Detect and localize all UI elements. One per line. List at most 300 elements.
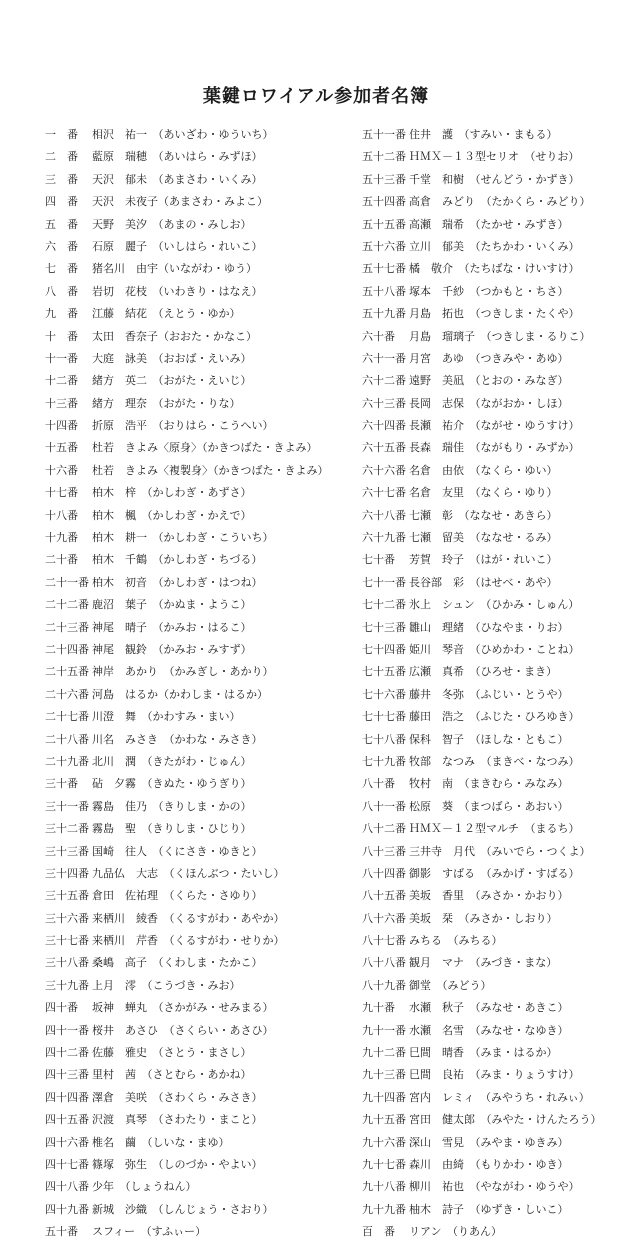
participant-name: スフィー （すふぃー） [92, 1225, 207, 1239]
participant-name: 倉田 佐祐理 （くらた・さゆり） [92, 889, 263, 903]
participant-number: 七十九番 [362, 754, 406, 768]
participant-number: 三十一番 [45, 799, 89, 813]
participant-name: 天野 美汐 （あまの・みしお） [92, 217, 252, 231]
participant-row [362, 952, 627, 974]
participant-row [45, 572, 345, 594]
participant-number: 五十番 [45, 1225, 78, 1239]
participant-name: 相沢 祐一 （あいざわ・ゆういち） [92, 128, 274, 141]
participant-row [362, 818, 627, 840]
participant-name: 宮内 レミィ （みやうち・れみぃ） [409, 1090, 590, 1104]
participant-row [362, 572, 627, 594]
participant-row [45, 661, 345, 683]
participant-number: 八十七番 [362, 934, 406, 948]
participant-name: 緒方 英二 （おがた・えいじ） [92, 374, 252, 388]
participant-row [45, 952, 345, 974]
participant-row [362, 460, 627, 482]
participant-name: 氷上 シュン （ひかみ・しゅん） [409, 598, 580, 612]
participant-name: 七瀬 彰 （ななせ・あきら） [409, 508, 558, 522]
participant-name: 長谷部 彩 （はせべ・あや） [409, 575, 558, 589]
participant-number: 八十三番 [362, 844, 406, 858]
participant-row [45, 1064, 345, 1086]
participant-number: 四十三番 [45, 1068, 89, 1082]
participant-number: 八十五番 [362, 889, 406, 903]
participant-row [362, 169, 627, 191]
participant-name: 川名 みさき （かわな・みさき） [92, 732, 263, 746]
participant-name: 太田 香奈子（おおた・かなこ） [92, 329, 257, 343]
participant-name: 巳間 良祐 （みま・りょうすけ） [409, 1068, 580, 1082]
participant-name: 雛山 理緒 （ひなやま・りお） [409, 620, 569, 634]
participant-number: 六十一番 [362, 351, 406, 365]
participant-number: 八十八番 [362, 956, 406, 970]
participant-row [362, 908, 627, 930]
participant-name: 長森 瑞佳 （ながもり・みずか） [409, 441, 580, 455]
participant-row [45, 594, 345, 616]
participant-number: 七十六番 [362, 687, 406, 701]
participant-name: 佐藤 雅史 （さとう・まさし） [92, 1046, 252, 1060]
participant-number: 三十番 [45, 777, 78, 791]
participant-name: 柏木 耕一 （かしわぎ・こういち） [92, 531, 274, 545]
participant-number: 四十四番 [45, 1090, 89, 1104]
participant-row [362, 214, 627, 236]
participant-name: 宮田 健太郎 （みやた・けんたろう） [409, 1113, 602, 1127]
participant-row [362, 997, 627, 1019]
participant-number: 六十番 [362, 329, 395, 343]
participant-number: 七十五番 [362, 665, 406, 679]
participant-row [45, 729, 345, 751]
participant-row [45, 796, 345, 818]
participant-list-left [45, 124, 345, 1244]
participant-name: 砧 夕霧 （きぬた・ゆうぎり） [92, 777, 252, 791]
participant-row [45, 281, 345, 303]
participant-name: 柏木 楓 （かしわぎ・かえで） [92, 508, 252, 522]
participant-number: 六十二番 [362, 374, 406, 388]
participant-name: 少年 （しょうねん） [92, 1180, 197, 1194]
participant-number: 十五番 [45, 441, 78, 455]
participant-row [362, 191, 627, 213]
participant-number: 十一番 [45, 351, 78, 365]
participant-row [45, 1154, 345, 1176]
participant-name: 月宮 あゆ （つきみや・あゆ） [409, 351, 569, 365]
participant-name: 杜若 きよみ〈原身〉（かきつばた・きよみ） [92, 441, 318, 455]
participant-row [362, 303, 627, 325]
participant-number: 七 番 [45, 262, 78, 276]
participant-number: 九十二番 [362, 1046, 406, 1060]
participant-name: 長岡 志保 （ながおか・しほ） [409, 396, 569, 410]
participant-name: 澤倉 美咲 （さわくら・みさき） [92, 1090, 263, 1104]
participant-name: 鹿沼 葉子 （かぬま・ようこ） [92, 598, 252, 612]
participant-row [45, 303, 345, 325]
participant-row [45, 169, 345, 191]
participant-row [362, 773, 627, 795]
participant-row [362, 1087, 627, 1109]
participant-number: 五十五番 [362, 217, 406, 231]
participant-row [362, 505, 627, 527]
participant-number: 三 番 [45, 172, 78, 186]
participant-number: 四十八番 [45, 1180, 89, 1194]
participant-number: 二十二番 [45, 598, 89, 612]
participant-name: リアン （りあん） [409, 1225, 503, 1239]
participant-name: 柳川 祐也 （やながわ・ゆうや） [409, 1180, 580, 1194]
participant-name: 緒方 理奈 （おがた・りな） [92, 396, 241, 410]
participant-name: 神岸 あかり （かみぎし・あかり） [92, 665, 274, 679]
participant-number: 五十三番 [362, 172, 406, 186]
participant-row [362, 684, 627, 706]
participant-row [45, 460, 345, 482]
participant-row [362, 348, 627, 370]
participant-name: 七瀬 留美 （ななせ・るみ） [409, 531, 558, 545]
participant-name: 柏木 梓 （かしわぎ・あずさ） [92, 486, 252, 500]
participant-row [45, 437, 345, 459]
participant-number: 三十七番 [45, 934, 89, 948]
participant-row [362, 706, 627, 728]
participant-number: 十六番 [45, 463, 78, 477]
participant-name: 折原 浩平 （おりはら・こうへい） [92, 419, 274, 433]
participant-number: 四十九番 [45, 1202, 89, 1216]
participant-row [362, 124, 627, 146]
participant-row [362, 841, 627, 863]
participant-row [362, 1020, 627, 1042]
participant-row [362, 393, 627, 415]
participant-row [362, 617, 627, 639]
participant-row [362, 415, 627, 437]
participant-name: 森川 由綺 （もりかわ・ゆき） [409, 1157, 569, 1171]
participant-row [45, 1199, 345, 1221]
participant-number: 九十一番 [362, 1023, 406, 1037]
participant-number: 三十二番 [45, 822, 89, 836]
participant-name: 広瀬 真希 （ひろせ・まき） [409, 665, 558, 679]
participant-row [45, 482, 345, 504]
participant-row [362, 258, 627, 280]
participant-name: 上月 澪 （こうづき・みお） [92, 978, 241, 992]
participant-row [45, 1176, 345, 1198]
participant-row [362, 236, 627, 258]
participant-number: 四 番 [45, 195, 78, 209]
participant-number: 六十七番 [362, 486, 406, 500]
participant-number: 五十九番 [362, 307, 406, 321]
participant-name: 名倉 由依 （なくら・ゆい） [409, 463, 558, 477]
participant-number: 八十番 [362, 777, 395, 791]
participant-name: 巳間 晴香 （みま・はるか） [409, 1046, 558, 1060]
participant-name: 長瀬 祐介 （ながせ・ゆうすけ） [409, 419, 580, 433]
document-title: 葉鍵ロワイアル参加者名簿 [202, 86, 430, 107]
participant-name: ＨＭＸ－１２型マルチ （まるち） [409, 822, 580, 836]
participant-name: 藍原 瑞穂 （あいはら・みずほ） [92, 150, 263, 164]
participant-row [362, 146, 627, 168]
participant-row [45, 1109, 345, 1131]
participant-number: 九 番 [45, 307, 78, 321]
participant-number: 六十五番 [362, 441, 406, 455]
participant-name: 新城 沙織 （しんじょう・さおり） [92, 1202, 274, 1216]
participant-number: 十三番 [45, 396, 78, 410]
participant-row [45, 326, 345, 348]
participant-number: 二十番 [45, 553, 78, 567]
participant-number: 四十二番 [45, 1046, 89, 1060]
participant-row [362, 281, 627, 303]
participant-row [362, 975, 627, 997]
participant-number: 六 番 [45, 239, 78, 253]
participant-name: 観月 マナ （みづき・まな） [409, 956, 558, 970]
participant-name: 深山 雪見 （みやま・ゆきみ） [409, 1135, 569, 1149]
participant-number: 五 番 [45, 217, 78, 231]
participant-name: 美坂 香里 （みさか・かおり） [409, 889, 569, 903]
participant-number: 十二番 [45, 374, 78, 388]
participant-row [45, 997, 345, 1019]
participant-row [362, 326, 627, 348]
participant-number: 十 番 [45, 329, 78, 343]
participant-number: 三十五番 [45, 889, 89, 903]
participant-number: 六十三番 [362, 396, 406, 410]
participant-name: 桜井 あさひ （さくらい・あさひ） [92, 1023, 274, 1037]
participant-name: 霧島 聖 （きりしま・ひじり） [92, 822, 252, 836]
participant-number: 五十七番 [362, 262, 406, 276]
participant-row [45, 370, 345, 392]
participant-number: 十八番 [45, 508, 78, 522]
participant-row [362, 751, 627, 773]
participant-name: 保科 智子 （ほしな・ともこ） [409, 732, 569, 746]
participant-name: 水瀬 秋子 （みなせ・あきこ） [409, 1001, 569, 1015]
participant-name: 天沢 郁未 （あまさわ・いくみ） [92, 172, 263, 186]
participant-number: 二十七番 [45, 710, 89, 724]
participant-name: 名倉 友里 （なくら・ゆり） [409, 486, 558, 500]
participant-name: 神尾 観鈴 （かみお・みすず） [92, 642, 252, 656]
participant-number: 二十一番 [45, 575, 89, 589]
participant-name: 牧部 なつみ （まきべ・なつみ） [409, 754, 580, 768]
participant-row [45, 549, 345, 571]
participant-row [45, 146, 345, 168]
participant-name: 千堂 和樹 （せんどう・かずき） [409, 172, 580, 186]
participant-row [45, 639, 345, 661]
participant-name: 神尾 晴子 （かみお・はるこ） [92, 620, 252, 634]
participant-number: 九十六番 [362, 1135, 406, 1149]
participant-number: 二十八番 [45, 732, 89, 746]
participant-name: 住井 護 （すみい・まもる） [409, 128, 558, 141]
participant-number: 四十七番 [45, 1157, 89, 1171]
participant-row [362, 639, 627, 661]
participant-row [362, 661, 627, 683]
participant-number: 四十六番 [45, 1135, 89, 1149]
participant-number: 三十四番 [45, 866, 89, 880]
participant-number: 二十六番 [45, 687, 89, 701]
participant-name: 高倉 みどり （たかくら・みどり） [409, 195, 591, 209]
participant-row [45, 885, 345, 907]
participant-number: 三十八番 [45, 956, 89, 970]
participant-number: 三十六番 [45, 911, 89, 925]
participant-row [362, 729, 627, 751]
participant-name: 来栖川 綾香 （くるすがわ・あやか） [92, 911, 285, 925]
participant-name: 月島 瑠璃子 （つきしま・るりこ） [409, 329, 591, 343]
participant-name: 桑嶋 高子 （くわしま・たかこ） [92, 956, 263, 970]
participant-name: 月島 拓也 （つきしま・たくや） [409, 307, 580, 321]
participant-row [45, 1042, 345, 1064]
participant-name: 芳賀 玲子 （はが・れいこ） [409, 553, 558, 567]
participant-name: 高瀬 瑞希 （たかせ・みずき） [409, 217, 569, 231]
participant-row [362, 1221, 627, 1243]
participant-number: 九十七番 [362, 1157, 406, 1171]
participant-number: 八 番 [45, 284, 78, 298]
participant-row [45, 930, 345, 952]
participant-name: 猪名川 由宇（いながわ・ゆう） [92, 262, 257, 276]
participant-number: 四十五番 [45, 1113, 89, 1127]
participant-number: 八十一番 [362, 799, 406, 813]
participant-number: 四十番 [45, 1001, 78, 1015]
participant-row [362, 1132, 627, 1154]
participant-name: 牧村 南 （まきむら・みなみ） [409, 777, 569, 791]
participant-name: 江藤 結花 （えとう・ゆか） [92, 307, 241, 321]
participant-name: 水瀬 名雪 （みなせ・なゆき） [409, 1023, 569, 1037]
participant-number: 九十八番 [362, 1180, 406, 1194]
participant-row [45, 236, 345, 258]
participant-number: 三十三番 [45, 844, 89, 858]
participant-number: 七十四番 [362, 642, 406, 656]
participant-row [45, 505, 345, 527]
participant-number: 七十八番 [362, 732, 406, 746]
participant-number: 八十六番 [362, 911, 406, 925]
participant-name: 松原 葵 （まつばら・あおい） [409, 799, 569, 813]
participant-number: 三十九番 [45, 978, 89, 992]
participant-name: 遠野 美凪 （とおの・みなぎ） [409, 374, 569, 388]
participant-number: 二十九番 [45, 754, 89, 768]
participant-row [362, 930, 627, 952]
participant-name: 坂神 蝉丸 （さかがみ・せみまる） [92, 1001, 274, 1015]
participant-name: 姫川 琴音 （ひめかわ・ことね） [409, 642, 580, 656]
participant-name: 九品仏 大志 （くほんぶつ・たいし） [92, 866, 285, 880]
participant-number: 六十六番 [362, 463, 406, 477]
participant-row [45, 348, 345, 370]
participant-row [362, 1154, 627, 1176]
participant-row [45, 773, 345, 795]
participant-row [45, 1020, 345, 1042]
participant-row [362, 594, 627, 616]
participant-number: 百 番 [362, 1225, 395, 1239]
participant-name: 国崎 往人 （くにさき・ゆきと） [92, 844, 263, 858]
participant-name: 橘 敬介 （たちばな・けいすけ） [409, 262, 580, 276]
participant-number: 九十三番 [362, 1068, 406, 1082]
participant-name: 三井寺 月代 （みいでら・つくよ） [409, 844, 591, 858]
participant-name: 岩切 花枝 （いわきり・はなえ） [92, 284, 263, 298]
participant-row [362, 370, 627, 392]
participant-number: 二 番 [45, 150, 78, 164]
participant-name: 川澄 舞 （かわすみ・まい） [92, 710, 241, 724]
participant-name: 椎名 繭 （しいな・まゆ） [92, 1135, 230, 1149]
participant-row [362, 885, 627, 907]
participant-row [45, 214, 345, 236]
participant-number: 九十番 [362, 1001, 395, 1015]
participant-row [45, 415, 345, 437]
participant-row [45, 393, 345, 415]
participant-name: 篠塚 弥生 （しのづか・やよい） [92, 1157, 263, 1171]
participant-number: 五十二番 [362, 150, 406, 164]
participant-row [45, 124, 345, 146]
participant-number: 六十四番 [362, 419, 406, 433]
participant-name: 里村 茜 （さとむら・あかね） [92, 1068, 252, 1082]
participant-row [45, 191, 345, 213]
participant-name: 北川 潤 （きたがわ・じゅん） [92, 754, 252, 768]
participant-name: 藤田 浩之 （ふじた・ひろゆき） [409, 710, 580, 724]
participant-number: 五十一番 [362, 128, 406, 141]
participant-name: 大庭 詠美 （おおば・えいみ） [92, 351, 252, 365]
participant-number: 八十四番 [362, 866, 406, 880]
participant-name: 天沢 未夜子（あまさわ・みよこ） [92, 195, 268, 209]
participant-name: 河島 はるか（かわしま・はるか） [92, 687, 268, 701]
participant-number: 七十三番 [362, 620, 406, 634]
participant-name: 塚本 千紗 （つかもと・ちさ） [409, 284, 569, 298]
participant-row [362, 863, 627, 885]
participant-number: 六十八番 [362, 508, 406, 522]
participant-number: 四十一番 [45, 1023, 89, 1037]
participant-row [45, 527, 345, 549]
participant-row [362, 1176, 627, 1198]
participant-name: 御影 すばる （みかげ・すばる） [409, 866, 580, 880]
participant-number: 九十四番 [362, 1090, 406, 1104]
participant-number: 八十二番 [362, 822, 406, 836]
participant-row [45, 818, 345, 840]
participant-number: 五十四番 [362, 195, 406, 209]
participant-row [45, 908, 345, 930]
participant-row [45, 1132, 345, 1154]
participant-row [362, 482, 627, 504]
participant-name: 御堂 （みどう） [409, 978, 492, 992]
participant-number: 五十八番 [362, 284, 406, 298]
participant-row [362, 1109, 627, 1131]
participant-row [45, 617, 345, 639]
participant-number: 十七番 [45, 486, 78, 500]
participant-name: 柏木 千鶴 （かしわぎ・ちづる） [92, 553, 263, 567]
participant-number: 七十二番 [362, 598, 406, 612]
participant-row [362, 1199, 627, 1221]
participant-number: 二十四番 [45, 642, 89, 656]
participant-name: みちる （みちる） [409, 934, 503, 948]
participant-number: 十四番 [45, 419, 78, 433]
participant-name: 立川 郁美 （たちかわ・いくみ） [409, 239, 580, 253]
participant-number: 七十番 [362, 553, 395, 567]
participant-row [45, 1221, 345, 1243]
participant-number: 七十七番 [362, 710, 406, 724]
participant-number: 八十九番 [362, 978, 406, 992]
participant-row [362, 527, 627, 549]
participant-number: 七十一番 [362, 575, 406, 589]
participant-name: 杜若 きよみ〈複製身〉（かきつばた・きよみ） [92, 463, 329, 477]
participant-row [45, 751, 345, 773]
participant-name: 美坂 栞 （みさか・しおり） [409, 911, 558, 925]
participant-number: 二十三番 [45, 620, 89, 634]
participant-name: 石原 麗子 （いしはら・れいこ） [92, 239, 263, 253]
participant-row [45, 863, 345, 885]
participant-row [362, 549, 627, 571]
participant-row [362, 437, 627, 459]
participant-number: 一 番 [45, 128, 78, 141]
participant-name: 来栖川 芹香 （くるすがわ・せりか） [92, 934, 285, 948]
participant-name: 柏木 初音 （かしわぎ・はつね） [92, 575, 263, 589]
participant-number: 九十九番 [362, 1202, 406, 1216]
participant-number: 五十六番 [362, 239, 406, 253]
participant-row [45, 1087, 345, 1109]
participant-row [362, 1042, 627, 1064]
participant-row [45, 841, 345, 863]
participant-name: 沢渡 真琴 （さわたり・まこと） [92, 1113, 263, 1127]
participant-row [362, 1064, 627, 1086]
participant-name: 藤井 冬弥 （ふじい・とうや） [409, 687, 569, 701]
participant-name: 柚木 詩子 （ゆずき・しいこ） [409, 1202, 569, 1216]
participant-row [45, 258, 345, 280]
participant-list-right [362, 124, 627, 1244]
participant-name: ＨＭＸ－１３型セリオ （せりお） [409, 150, 580, 164]
participant-number: 九十五番 [362, 1113, 406, 1127]
participant-row [45, 975, 345, 997]
participant-row [45, 706, 345, 728]
participant-number: 十九番 [45, 531, 78, 545]
participant-number: 六十九番 [362, 531, 406, 545]
participant-number: 二十五番 [45, 665, 89, 679]
